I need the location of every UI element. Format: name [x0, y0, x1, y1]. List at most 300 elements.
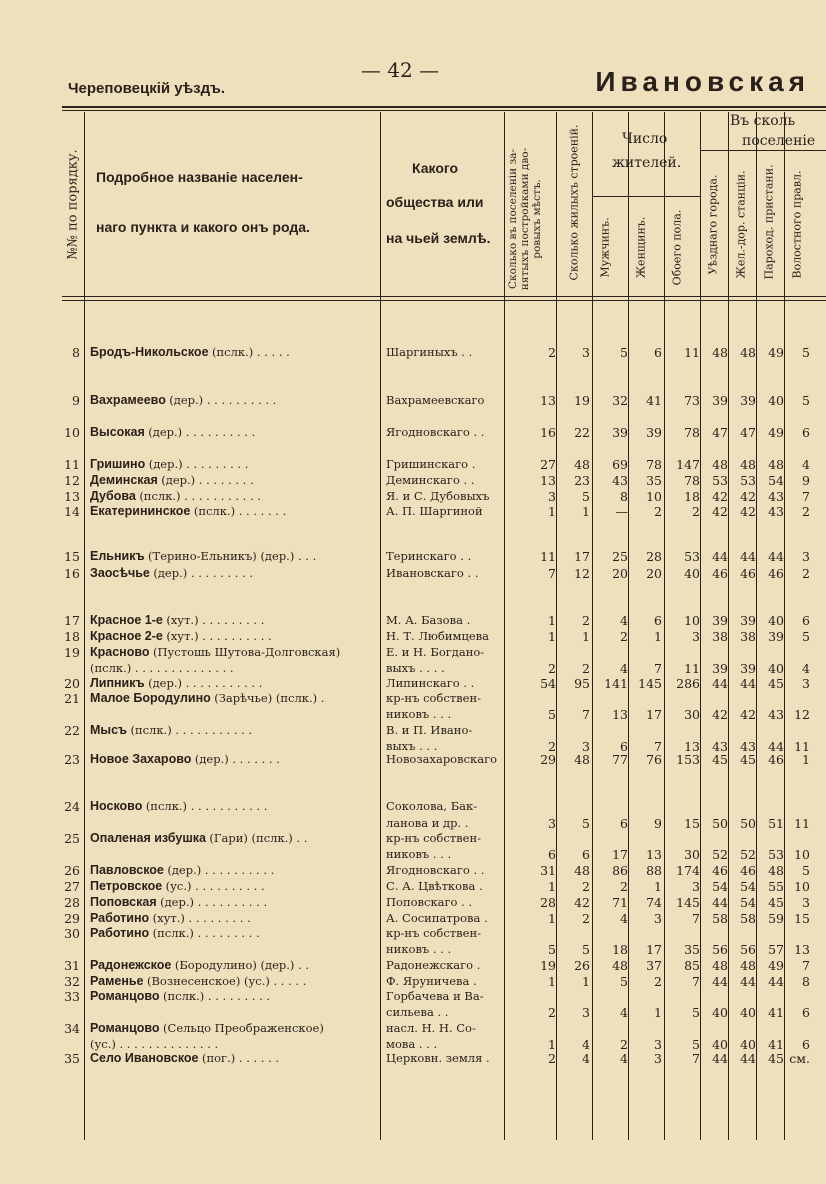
cell-dist-town: 46: [712, 566, 728, 581]
settlement-name: Село Ивановское (пог.) . . . . . .: [90, 1051, 280, 1065]
cell-both: 85: [684, 958, 700, 973]
cell-both: 30: [684, 847, 700, 862]
cell-dist-pier: 51: [768, 816, 784, 831]
cell-buildings: 1: [582, 974, 590, 989]
cell-dist-rail: 48: [740, 958, 756, 973]
row-number: 9: [72, 393, 80, 408]
cell-households: 2: [548, 739, 556, 754]
cell-buildings: 26: [574, 958, 590, 973]
cell-dist-volost: 4: [802, 457, 810, 472]
society-owner: мова . . .: [386, 1037, 438, 1051]
settlement-kind: (Зарѣчье) (пслк.) .: [214, 691, 325, 705]
cell-both: 40: [684, 566, 700, 581]
cell-dist-rail: 39: [740, 393, 756, 408]
settlement-kind: (хут.) . . . . . . . . .: [166, 613, 265, 627]
cell-dist-town: 47: [712, 425, 728, 440]
society-owner: никовъ . . .: [386, 942, 452, 956]
header-women: Женщинъ.: [634, 216, 648, 279]
cell-buildings: 48: [574, 457, 590, 472]
cell-buildings: 1: [582, 504, 590, 519]
cell-dist-pier: 46: [768, 752, 784, 767]
cell-dist-rail: 39: [740, 661, 756, 676]
table-row: [62, 690, 826, 707]
table-row: [62, 548, 826, 565]
cell-buildings: 1: [582, 629, 590, 644]
header-households: Сколько въ поселеніи за-нятыхъ постройками дво-ровыхъ мѣстъ.: [507, 147, 543, 291]
cell-dist-pier: 43: [768, 707, 784, 722]
settlement-kind: (хут.) . . . . . . . . .: [152, 911, 251, 925]
table-row: [62, 957, 826, 974]
cell-households: 11: [540, 549, 556, 564]
row-number: 13: [64, 489, 80, 504]
society-owner: Соколова, Бак-: [386, 799, 478, 813]
settlement-kind: (дер.) . . . . . . . . . .: [167, 863, 275, 877]
table-row: [62, 706, 826, 723]
table-row: [62, 988, 826, 1005]
cell-buildings: 4: [582, 1037, 590, 1052]
cell-both: 7: [692, 1051, 700, 1066]
cell-men: 6: [620, 739, 628, 754]
cell-women: 74: [646, 895, 662, 910]
settlement-name: Работино (хут.) . . . . . . . . .: [90, 911, 251, 925]
cell-dist-volost: 11: [794, 816, 810, 831]
cell-dist-rail: 44: [740, 974, 756, 989]
cell-buildings: 3: [582, 739, 590, 754]
row-number: 18: [64, 629, 80, 644]
row-number: 33: [64, 989, 80, 1004]
table-row: [62, 456, 826, 473]
society-owner: Вахрамеевскаго: [386, 393, 485, 407]
cell-dist-town: 40: [712, 1037, 728, 1052]
cell-women: 1: [654, 879, 662, 894]
table-row: [62, 344, 826, 361]
cell-buildings: 22: [574, 425, 590, 440]
settlement-kind: (хут.) . . . . . . . . . .: [166, 629, 272, 643]
table-row: [62, 392, 826, 409]
cell-dist-rail: 52: [740, 847, 756, 862]
cell-households: 1: [548, 613, 556, 628]
cell-households: 13: [540, 473, 556, 488]
cell-both: 53: [684, 549, 700, 564]
cell-dist-pier: 45: [768, 676, 784, 691]
cell-households: 27: [540, 457, 556, 472]
cell-women: 2: [654, 974, 662, 989]
cell-dist-volost: 5: [802, 345, 810, 360]
cell-households: 19: [540, 958, 556, 973]
society-owner: никовъ . . .: [386, 707, 452, 721]
cell-dist-rail: 47: [740, 425, 756, 440]
cell-men: 4: [620, 661, 628, 676]
row-number: 19: [64, 645, 80, 660]
society-owner: Горбачева и Ва-: [386, 989, 484, 1003]
header-society-2: общества или: [386, 194, 484, 210]
cell-both: 3: [692, 879, 700, 894]
cell-households: 31: [540, 863, 556, 878]
cell-households: 1: [548, 1037, 556, 1052]
cell-both: 3: [692, 629, 700, 644]
cell-dist-volost: 3: [802, 676, 810, 691]
cell-households: 16: [540, 425, 556, 440]
header-number: №№ по порядку.: [65, 149, 81, 260]
settlement-name: Дубова (пслк.) . . . . . . . . . . .: [90, 489, 261, 503]
cell-women: 78: [646, 457, 662, 472]
cell-women: 9: [654, 816, 662, 831]
cell-dist-volost: 5: [802, 393, 810, 408]
settlement-name: Деминская (дер.) . . . . . . . .: [90, 473, 254, 487]
cell-buildings: 19: [574, 393, 590, 408]
cell-buildings: 2: [582, 879, 590, 894]
cell-women: 28: [646, 549, 662, 564]
settlement-name: Вахрамеево (дер.) . . . . . . . . . .: [90, 393, 277, 407]
cell-women: 37: [646, 958, 662, 973]
header-buildings: Сколько жилыхъ строеній.: [567, 124, 581, 281]
cell-dist-rail: 46: [740, 863, 756, 878]
cell-buildings: 2: [582, 613, 590, 628]
cell-dist-rail: 48: [740, 345, 756, 360]
cell-women: 1: [654, 629, 662, 644]
district-title: Череповецкій уѣздъ.: [68, 80, 226, 97]
cell-buildings: 5: [582, 489, 590, 504]
settlement-kind: (дер.) . . . . . . . . . .: [160, 895, 268, 909]
settlement-name: Красное 1-е (хут.) . . . . . . . . .: [90, 613, 265, 627]
row-number: 24: [64, 799, 80, 814]
header-rail: Жел.-дор. станціи.: [734, 170, 748, 279]
cell-dist-pier: 49: [768, 345, 784, 360]
settlement-name: Поповская (дер.) . . . . . . . . . .: [90, 895, 268, 909]
settlement-name: Радонежское (Бородулино) (дер.) . .: [90, 958, 310, 972]
table-row: [62, 941, 826, 958]
cell-dist-pier: 44: [768, 974, 784, 989]
cell-women: 3: [654, 911, 662, 926]
cell-dist-rail: 42: [740, 489, 756, 504]
cell-both: 147: [676, 457, 700, 472]
cell-both: 13: [684, 739, 700, 754]
row-number: 26: [64, 863, 80, 878]
cell-women: 39: [646, 425, 662, 440]
cell-dist-volost: см.: [789, 1051, 810, 1066]
settlement-kind: (пслк.) . . . . . . . . . . .: [130, 723, 253, 737]
cell-women: 3: [654, 1051, 662, 1066]
cell-dist-volost: 4: [802, 661, 810, 676]
cell-women: 3: [654, 1037, 662, 1052]
cell-both: 78: [684, 473, 700, 488]
society-owner: Я. и С. Дубовыхъ: [386, 489, 490, 503]
cell-dist-town: 42: [712, 489, 728, 504]
settlement-name: Ельникъ (Терино-Ельникъ) (дер.) . . .: [90, 549, 317, 563]
cell-dist-town: 52: [712, 847, 728, 862]
settlement-name: Петровское (ус.) . . . . . . . . . .: [90, 879, 265, 893]
cell-buildings: 2: [582, 911, 590, 926]
cell-dist-volost: 10: [794, 847, 810, 862]
cell-dist-volost: 7: [802, 958, 810, 973]
cell-dist-pier: 40: [768, 613, 784, 628]
settlement-kind: (пслк.) . . . . .: [212, 345, 290, 359]
header-town: Уѣзднаго города.: [706, 174, 720, 275]
cell-households: 2: [548, 1005, 556, 1020]
row-number: 10: [64, 425, 80, 440]
cell-dist-pier: 48: [768, 457, 784, 472]
settlement-kind: (пог.) . . . . . .: [201, 1051, 280, 1065]
cell-buildings: 3: [582, 345, 590, 360]
cell-dist-rail: 54: [740, 895, 756, 910]
volost-title: Ивановская: [595, 66, 810, 97]
cell-dist-rail: 53: [740, 473, 756, 488]
cell-buildings: 7: [582, 707, 590, 722]
cell-dist-pier: 57: [768, 942, 784, 957]
row-number: 32: [64, 974, 80, 989]
cell-dist-volost: 2: [802, 566, 810, 581]
society-owner: никовъ . . .: [386, 847, 452, 861]
table-row: [62, 644, 826, 661]
cell-dist-volost: 5: [802, 629, 810, 644]
settlement-name: Мысъ (пслк.) . . . . . . . . . . .: [90, 723, 253, 737]
cell-dist-rail: 44: [740, 549, 756, 564]
table-row: [62, 846, 826, 863]
settlement-kind: (дер.) . . . . . . . . . .: [148, 425, 256, 439]
society-owner: насл. Н. Н. Со-: [386, 1021, 476, 1035]
row-number: 21: [64, 691, 80, 706]
header-name-2: наго пункта и какого онъ рода.: [96, 219, 310, 235]
cell-dist-pier: 43: [768, 504, 784, 519]
cell-buildings: 6: [582, 847, 590, 862]
settlement-kind: (Терино-Ельникъ) (дер.) . . .: [148, 549, 317, 563]
table-row: [62, 503, 826, 520]
table-row: [62, 565, 826, 582]
header-society-3: на чьей землѣ.: [386, 230, 491, 246]
header-pier: Пароход. пристани.: [762, 164, 776, 280]
cell-dist-town: 58: [712, 911, 728, 926]
settlement-name: Павловское (дер.) . . . . . . . . . .: [90, 863, 275, 877]
row-number: 15: [64, 549, 80, 564]
settlement-kind: (дер.) . . . . . . . .: [161, 473, 254, 487]
header-name-1: Подробное названіе населен-: [96, 169, 303, 185]
settlement-name: Красное 2-е (хут.) . . . . . . . . . .: [90, 629, 272, 643]
cell-dist-town: 48: [712, 958, 728, 973]
cell-both: 10: [684, 613, 700, 628]
cell-dist-town: 39: [712, 393, 728, 408]
society-owner: Деминскаго . .: [386, 473, 475, 487]
cell-dist-rail: 50: [740, 816, 756, 831]
cell-dist-volost: 10: [794, 879, 810, 894]
cell-men: 4: [620, 1051, 628, 1066]
row-number: 12: [64, 473, 80, 488]
cell-men: 2: [620, 879, 628, 894]
cell-men: 86: [612, 863, 628, 878]
cell-women: 76: [646, 752, 662, 767]
header-volost-admin: Волостного правл.: [790, 170, 804, 279]
cell-men: 6: [620, 816, 628, 831]
table-row: [62, 894, 826, 911]
cell-dist-volost: 6: [802, 425, 810, 440]
society-owner: кр-нъ собствен-: [386, 831, 481, 845]
cell-households: 3: [548, 816, 556, 831]
settlement-kind: (пслк.) . . . . . . . . . . .: [139, 489, 261, 503]
society-owner: А. П. Шаргиной: [386, 504, 483, 518]
settlement-kind: (Пустошь Шутова-Долговская): [152, 645, 341, 659]
cell-men: 4: [620, 911, 628, 926]
table-row: [62, 424, 826, 441]
cell-dist-pier: 44: [768, 739, 784, 754]
cell-both: 5: [692, 1037, 700, 1052]
cell-dist-town: 50: [712, 816, 728, 831]
cell-dist-town: 46: [712, 863, 728, 878]
cell-households: 28: [540, 895, 556, 910]
row-number: 20: [64, 676, 80, 691]
table-row: [62, 1050, 826, 1067]
society-owner: Теринскаго . .: [386, 549, 472, 563]
cell-men: —: [615, 504, 628, 519]
cell-both: 11: [684, 661, 700, 676]
cell-buildings: 17: [574, 549, 590, 564]
row-number: 11: [64, 457, 80, 472]
cell-both: 35: [684, 942, 700, 957]
cell-dist-rail: 38: [740, 629, 756, 644]
cell-households: 1: [548, 504, 556, 519]
cell-dist-pier: 53: [768, 847, 784, 862]
settlement-kind: (пслк.) . . . . . . . . .: [163, 989, 271, 1003]
cell-women: 41: [646, 393, 662, 408]
society-owner: выхъ . . .: [386, 739, 438, 753]
settlement-kind: (Гари) (пслк.) . .: [209, 831, 308, 845]
cell-dist-pier: 46: [768, 566, 784, 581]
cell-households: 13: [540, 393, 556, 408]
cell-dist-volost: 2: [802, 504, 810, 519]
cell-women: 88: [646, 863, 662, 878]
cell-women: 2: [654, 504, 662, 519]
settlement-kind: (Вознесенское) (ус.) . . . . .: [146, 974, 307, 988]
settlement-name: Романцово (Сельцо Преображенское): [90, 1021, 324, 1035]
cell-households: 5: [548, 942, 556, 957]
row-number: 31: [64, 958, 80, 973]
cell-households: 6: [548, 847, 556, 862]
settlement-kind: (дер.) . . . . . . . . . .: [169, 393, 277, 407]
cell-dist-town: 44: [712, 549, 728, 564]
settlement-kind: (дер.) . . . . . . . . . . .: [148, 676, 263, 690]
cell-dist-town: 44: [712, 676, 728, 691]
cell-dist-pier: 49: [768, 425, 784, 440]
society-owner: Ивановскаго . .: [386, 566, 479, 580]
society-owner: Шаргиныхъ . .: [386, 345, 473, 359]
table-row: [62, 925, 826, 942]
cell-dist-volost: 13: [794, 942, 810, 957]
cell-men: 13: [612, 707, 628, 722]
settlement-name: Липникъ (дер.) . . . . . . . . . . .: [90, 676, 263, 690]
cell-women: 20: [646, 566, 662, 581]
table-row: [62, 798, 826, 815]
cell-buildings: 48: [574, 863, 590, 878]
cell-dist-town: 45: [712, 752, 728, 767]
cell-women: 13: [646, 847, 662, 862]
row-number: 17: [64, 613, 80, 628]
settlement-name: Высокая (дер.) . . . . . . . . . .: [90, 425, 256, 439]
cell-men: 18: [612, 942, 628, 957]
cell-buildings: 3: [582, 1005, 590, 1020]
cell-dist-rail: 54: [740, 879, 756, 894]
row-number: 25: [64, 831, 80, 846]
society-owner: Липинскаго . .: [386, 676, 475, 690]
cell-dist-pier: 39: [768, 629, 784, 644]
cell-dist-volost: 12: [794, 707, 810, 722]
cell-dist-pier: 48: [768, 863, 784, 878]
table-row: [62, 612, 826, 629]
settlement-name: Носково (пслк.) . . . . . . . . . . .: [90, 799, 268, 813]
table-row: [62, 722, 826, 739]
cell-men: 8: [620, 489, 628, 504]
cell-both: 11: [684, 345, 700, 360]
cell-both: 7: [692, 911, 700, 926]
society-owner: Н. Т. Любимцева: [386, 629, 489, 643]
cell-dist-town: 48: [712, 457, 728, 472]
cell-households: 29: [540, 752, 556, 767]
cell-buildings: 4: [582, 1051, 590, 1066]
cell-dist-rail: 48: [740, 457, 756, 472]
settlement-name: Красново (Пустошь Шутова-Долговская): [90, 645, 341, 659]
cell-buildings: 5: [582, 816, 590, 831]
row-number: 27: [64, 879, 80, 894]
settlement-name: Новое Захарово (дер.) . . . . . . .: [90, 752, 280, 766]
cell-men: 5: [620, 345, 628, 360]
cell-dist-rail: 42: [740, 707, 756, 722]
cell-dist-volost: 6: [802, 613, 810, 628]
society-owner: Поповскаго . .: [386, 895, 473, 909]
society-owner: А. Сосипатрова .: [386, 911, 488, 925]
settlement-name: Малое Бородулино (Зарѣчье) (пслк.) .: [90, 691, 325, 705]
cell-dist-volost: 11: [794, 739, 810, 754]
cell-dist-town: 44: [712, 895, 728, 910]
cell-households: 2: [548, 661, 556, 676]
cell-men: 17: [612, 847, 628, 862]
header-men: Мужчинъ.: [598, 217, 612, 278]
header-society-1: Какого: [412, 160, 459, 176]
cell-dist-town: 42: [712, 504, 728, 519]
cell-dist-pier: 45: [768, 895, 784, 910]
cell-both: 30: [684, 707, 700, 722]
cell-dist-town: 53: [712, 473, 728, 488]
settlement-kind: (ус.) . . . . . . . . . .: [165, 879, 265, 893]
settlement-name: Бродъ-Никольское (пслк.) . . . . .: [90, 345, 290, 359]
cell-both: 78: [684, 425, 700, 440]
cell-households: 5: [548, 707, 556, 722]
society-owner: кр-нъ собствен-: [386, 691, 481, 705]
table-row: [62, 862, 826, 879]
cell-buildings: 95: [574, 676, 590, 691]
cell-dist-pier: 41: [768, 1005, 784, 1020]
society-owner: кр-нъ собствен-: [386, 926, 481, 940]
cell-both: 7: [692, 974, 700, 989]
cell-both: 15: [684, 816, 700, 831]
society-owner: ланова и др. .: [386, 816, 469, 830]
cell-dist-rail: 42: [740, 504, 756, 519]
cell-dist-pier: 40: [768, 393, 784, 408]
cell-dist-pier: 49: [768, 958, 784, 973]
cell-women: 6: [654, 613, 662, 628]
cell-men: 5: [620, 974, 628, 989]
cell-men: 20: [612, 566, 628, 581]
settlement-kind: (ус.) . . . . . . . . . . . . . .: [90, 1037, 219, 1051]
settlement-kind: (пслк.) . . . . . . .: [193, 504, 287, 518]
cell-women: 17: [646, 942, 662, 957]
cell-men: 141: [604, 676, 628, 691]
society-owner: Гришинскаго .: [386, 457, 476, 471]
cell-households: 3: [548, 489, 556, 504]
society-owner: Е. и Н. Богдано-: [386, 645, 485, 659]
table-row: [62, 878, 826, 895]
cell-dist-rail: 46: [740, 566, 756, 581]
cell-dist-town: 43: [712, 739, 728, 754]
settlement-name: Гришино (дер.) . . . . . . . . .: [90, 457, 249, 471]
cell-both: 174: [676, 863, 700, 878]
settlement-kind: (дер.) . . . . . . . . .: [148, 457, 249, 471]
